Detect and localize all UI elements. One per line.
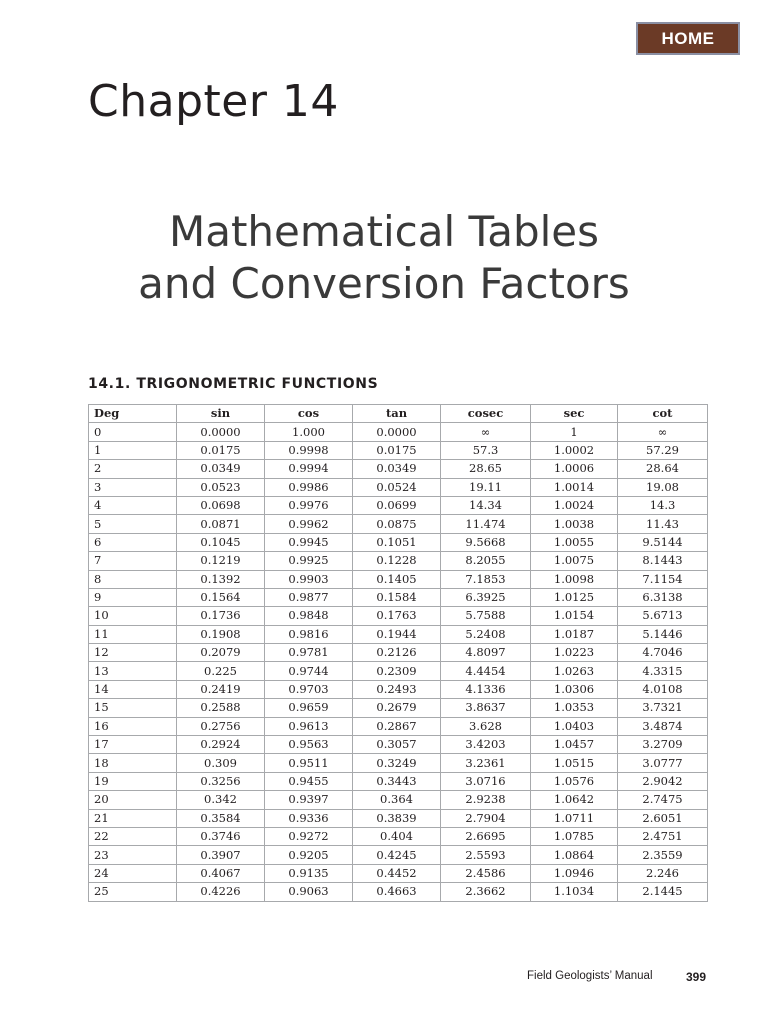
cell-cos: 0.9703	[265, 680, 353, 698]
cell-cosec: 3.628	[441, 717, 531, 735]
cell-cos: 0.9397	[265, 791, 353, 809]
cell-cosec: 2.5593	[441, 846, 531, 864]
home-button[interactable]: HOME	[636, 22, 740, 55]
cell-sec: 1.0055	[531, 533, 618, 551]
cell-sec: 1.0306	[531, 680, 618, 698]
cell-deg: 15	[89, 699, 177, 717]
cell-sec: 1.0187	[531, 625, 618, 643]
cell-cos: 0.9945	[265, 533, 353, 551]
cell-cosec: 4.1336	[441, 680, 531, 698]
cell-deg: 11	[89, 625, 177, 643]
cell-sin: 0.225	[177, 662, 265, 680]
cell-cot: 3.7321	[618, 699, 708, 717]
cell-cot: 3.0777	[618, 754, 708, 772]
cell-sin: 0.3256	[177, 772, 265, 790]
cell-cosec: 4.8097	[441, 644, 531, 662]
cell-cot: 4.7046	[618, 644, 708, 662]
cell-sec: 1.0864	[531, 846, 618, 864]
cell-tan: 0.2126	[353, 644, 441, 662]
cell-sin: 0.4226	[177, 883, 265, 901]
page-number: 399	[686, 970, 707, 984]
cell-cosec: 7.1853	[441, 570, 531, 588]
cell-sin: 0.3907	[177, 846, 265, 864]
cell-deg: 18	[89, 754, 177, 772]
cell-deg: 21	[89, 809, 177, 827]
cell-tan: 0.3057	[353, 736, 441, 754]
cell-deg: 0	[89, 423, 177, 441]
cell-cot: 5.1446	[618, 625, 708, 643]
table-row	[89, 478, 708, 496]
cell-deg: 22	[89, 827, 177, 845]
cell-sin: 0.1908	[177, 625, 265, 643]
table-row	[89, 846, 708, 864]
table-row	[89, 607, 708, 625]
cell-cosec: 5.2408	[441, 625, 531, 643]
cell-sec: 1.0038	[531, 515, 618, 533]
cell-deg: 1	[89, 441, 177, 459]
table-row	[89, 791, 708, 809]
cell-tan: 0.2309	[353, 662, 441, 680]
table-row	[89, 588, 708, 606]
cell-cot: 2.7475	[618, 791, 708, 809]
cell-sec: 1.0154	[531, 607, 618, 625]
cell-sin: 0.2756	[177, 717, 265, 735]
cell-cot: 3.4874	[618, 717, 708, 735]
cell-sec: 1.0024	[531, 496, 618, 514]
table-row	[89, 423, 708, 441]
cell-deg: 25	[89, 883, 177, 901]
cell-tan: 0.0524	[353, 478, 441, 496]
cell-sec: 1.0263	[531, 662, 618, 680]
cell-sec: 1.0223	[531, 644, 618, 662]
cell-deg: 4	[89, 496, 177, 514]
cell-cot: 3.2709	[618, 736, 708, 754]
cell-cos: 0.9563	[265, 736, 353, 754]
cell-cos: 0.9336	[265, 809, 353, 827]
cell-cos: 0.9994	[265, 460, 353, 478]
cell-cot: 2.3559	[618, 846, 708, 864]
cell-tan: 0.3249	[353, 754, 441, 772]
cell-cot: ∞	[618, 423, 708, 441]
cell-deg: 14	[89, 680, 177, 698]
cell-deg: 12	[89, 644, 177, 662]
table-row	[89, 441, 708, 459]
cell-sec: 1.0711	[531, 809, 618, 827]
cell-cosec: 8.2055	[441, 552, 531, 570]
cell-sec: 1.0006	[531, 460, 618, 478]
cell-cot: 2.9042	[618, 772, 708, 790]
cell-deg: 16	[89, 717, 177, 735]
cell-sin: 0.2079	[177, 644, 265, 662]
cell-sin: 0.2419	[177, 680, 265, 698]
cell-cosec: 3.8637	[441, 699, 531, 717]
cell-cos: 0.9998	[265, 441, 353, 459]
cell-sin: 0.1564	[177, 588, 265, 606]
cell-cot: 2.1445	[618, 883, 708, 901]
cell-sin: 0.3584	[177, 809, 265, 827]
table-row	[89, 625, 708, 643]
cell-sin: 0.3746	[177, 827, 265, 845]
cell-deg: 3	[89, 478, 177, 496]
cell-cos: 1.000	[265, 423, 353, 441]
cell-tan: 0.1051	[353, 533, 441, 551]
cell-cosec: 2.4586	[441, 864, 531, 882]
cell-cosec: 3.2361	[441, 754, 531, 772]
table-row	[89, 552, 708, 570]
cell-tan: 0.0699	[353, 496, 441, 514]
cell-cosec: 5.7588	[441, 607, 531, 625]
cell-cot: 28.64	[618, 460, 708, 478]
header-sin: sin	[177, 405, 265, 423]
cell-cos: 0.9744	[265, 662, 353, 680]
cell-cot: 2.6051	[618, 809, 708, 827]
cell-tan: 0.1944	[353, 625, 441, 643]
cell-tan: 0.404	[353, 827, 441, 845]
header-cosec: cosec	[441, 405, 531, 423]
cell-tan: 0.0349	[353, 460, 441, 478]
cell-tan: 0.3839	[353, 809, 441, 827]
chapter-title-line-2: and Conversion Factors	[138, 259, 630, 308]
cell-sec: 1.0403	[531, 717, 618, 735]
chapter-title	[0, 206, 768, 310]
cell-cos: 0.9877	[265, 588, 353, 606]
cell-cos: 0.9962	[265, 515, 353, 533]
cell-cot: 7.1154	[618, 570, 708, 588]
cell-cot: 57.29	[618, 441, 708, 459]
cell-cos: 0.9455	[265, 772, 353, 790]
cell-sec: 1.0353	[531, 699, 618, 717]
cell-deg: 5	[89, 515, 177, 533]
header-cos: cos	[265, 405, 353, 423]
cell-tan: 0.1405	[353, 570, 441, 588]
cell-cosec: 28.65	[441, 460, 531, 478]
cell-deg: 9	[89, 588, 177, 606]
table-row	[89, 570, 708, 588]
cell-deg: 7	[89, 552, 177, 570]
cell-sec: 1.0098	[531, 570, 618, 588]
cell-sin: 0.309	[177, 754, 265, 772]
cell-tan: 0.1584	[353, 588, 441, 606]
cell-sec: 1.0125	[531, 588, 618, 606]
cell-tan: 0.1763	[353, 607, 441, 625]
cell-sin: 0.0523	[177, 478, 265, 496]
cell-deg: 10	[89, 607, 177, 625]
cell-cot: 11.43	[618, 515, 708, 533]
cell-cosec: 4.4454	[441, 662, 531, 680]
cell-sin: 0.4067	[177, 864, 265, 882]
cell-cosec: 6.3925	[441, 588, 531, 606]
cell-sec: 1.0946	[531, 864, 618, 882]
table-row	[89, 699, 708, 717]
cell-tan: 0.0000	[353, 423, 441, 441]
cell-tan: 0.2867	[353, 717, 441, 735]
cell-cos: 0.9135	[265, 864, 353, 882]
cell-cosec: 19.11	[441, 478, 531, 496]
cell-sin: 0.0698	[177, 496, 265, 514]
cell-tan: 0.0875	[353, 515, 441, 533]
cell-sec: 1.0014	[531, 478, 618, 496]
cell-tan: 0.4245	[353, 846, 441, 864]
cell-cot: 19.08	[618, 478, 708, 496]
cell-cosec: 2.9238	[441, 791, 531, 809]
section-heading: 14.1. TRIGONOMETRIC FUNCTIONS	[88, 376, 379, 392]
cell-tan: 0.3443	[353, 772, 441, 790]
cell-deg: 20	[89, 791, 177, 809]
table-row	[89, 533, 708, 551]
cell-sin: 0.1392	[177, 570, 265, 588]
trig-functions-table	[88, 404, 708, 902]
cell-cot: 14.3	[618, 496, 708, 514]
cell-sin: 0.2924	[177, 736, 265, 754]
table-row	[89, 772, 708, 790]
table-row	[89, 515, 708, 533]
cell-cos: 0.9613	[265, 717, 353, 735]
cell-sin: 0.0000	[177, 423, 265, 441]
header-tan: tan	[353, 405, 441, 423]
table-row	[89, 736, 708, 754]
cell-cosec: ∞	[441, 423, 531, 441]
cell-sin: 0.1045	[177, 533, 265, 551]
cell-sec: 1.1034	[531, 883, 618, 901]
cell-sec: 1	[531, 423, 618, 441]
cell-cot: 4.3315	[618, 662, 708, 680]
cell-cosec: 14.34	[441, 496, 531, 514]
table-row	[89, 496, 708, 514]
cell-cosec: 2.3662	[441, 883, 531, 901]
header-deg: Deg	[89, 405, 177, 423]
cell-tan: 0.364	[353, 791, 441, 809]
cell-sin: 0.1736	[177, 607, 265, 625]
cell-cos: 0.9848	[265, 607, 353, 625]
cell-cosec: 9.5668	[441, 533, 531, 551]
cell-cos: 0.9903	[265, 570, 353, 588]
cell-cosec: 2.6695	[441, 827, 531, 845]
cell-sec: 1.0457	[531, 736, 618, 754]
cell-sin: 0.2588	[177, 699, 265, 717]
cell-deg: 8	[89, 570, 177, 588]
cell-cos: 0.9511	[265, 754, 353, 772]
cell-cos: 0.9925	[265, 552, 353, 570]
cell-deg: 24	[89, 864, 177, 882]
cell-sin: 0.1219	[177, 552, 265, 570]
table-body	[89, 423, 708, 901]
cell-deg: 23	[89, 846, 177, 864]
cell-sec: 1.0576	[531, 772, 618, 790]
cell-cot: 9.5144	[618, 533, 708, 551]
cell-cot: 2.4751	[618, 827, 708, 845]
cell-cosec: 3.4203	[441, 736, 531, 754]
cell-cot: 6.3138	[618, 588, 708, 606]
cell-sec: 1.0515	[531, 754, 618, 772]
cell-tan: 0.0175	[353, 441, 441, 459]
cell-cosec: 57.3	[441, 441, 531, 459]
table-row	[89, 754, 708, 772]
table-row	[89, 644, 708, 662]
cell-cos: 0.9976	[265, 496, 353, 514]
cell-cosec: 2.7904	[441, 809, 531, 827]
cell-deg: 6	[89, 533, 177, 551]
table-header-row	[89, 405, 708, 423]
table-row	[89, 460, 708, 478]
cell-sec: 1.0002	[531, 441, 618, 459]
table-row	[89, 864, 708, 882]
table-row	[89, 662, 708, 680]
cell-deg: 19	[89, 772, 177, 790]
cell-cot: 5.6713	[618, 607, 708, 625]
cell-cosec: 3.0716	[441, 772, 531, 790]
cell-cos: 0.9063	[265, 883, 353, 901]
cell-deg: 13	[89, 662, 177, 680]
header-sec: sec	[531, 405, 618, 423]
cell-cos: 0.9816	[265, 625, 353, 643]
table-row	[89, 883, 708, 901]
cell-deg: 17	[89, 736, 177, 754]
cell-cos: 0.9205	[265, 846, 353, 864]
chapter-title-line-1: Mathematical Tables	[168, 207, 600, 256]
cell-tan: 0.2493	[353, 680, 441, 698]
cell-tan: 0.4452	[353, 864, 441, 882]
chapter-heading: Chapter 14	[88, 76, 339, 127]
cell-cosec: 11.474	[441, 515, 531, 533]
cell-cot: 2.246	[618, 864, 708, 882]
cell-sin: 0.0871	[177, 515, 265, 533]
cell-sec: 1.0642	[531, 791, 618, 809]
table-row	[89, 827, 708, 845]
cell-deg: 2	[89, 460, 177, 478]
cell-sec: 1.0075	[531, 552, 618, 570]
cell-cos: 0.9272	[265, 827, 353, 845]
cell-tan: 0.4663	[353, 883, 441, 901]
footer-book-title: Field Geologists’ Manual	[527, 970, 653, 982]
cell-cos: 0.9659	[265, 699, 353, 717]
table-row	[89, 809, 708, 827]
table-row	[89, 717, 708, 735]
cell-sin: 0.0349	[177, 460, 265, 478]
cell-sec: 1.0785	[531, 827, 618, 845]
cell-tan: 0.1228	[353, 552, 441, 570]
cell-sin: 0.0175	[177, 441, 265, 459]
cell-cot: 4.0108	[618, 680, 708, 698]
cell-tan: 0.2679	[353, 699, 441, 717]
table-row	[89, 680, 708, 698]
header-cot: cot	[618, 405, 708, 423]
cell-sin: 0.342	[177, 791, 265, 809]
cell-cos: 0.9781	[265, 644, 353, 662]
cell-cos: 0.9986	[265, 478, 353, 496]
cell-cot: 8.1443	[618, 552, 708, 570]
